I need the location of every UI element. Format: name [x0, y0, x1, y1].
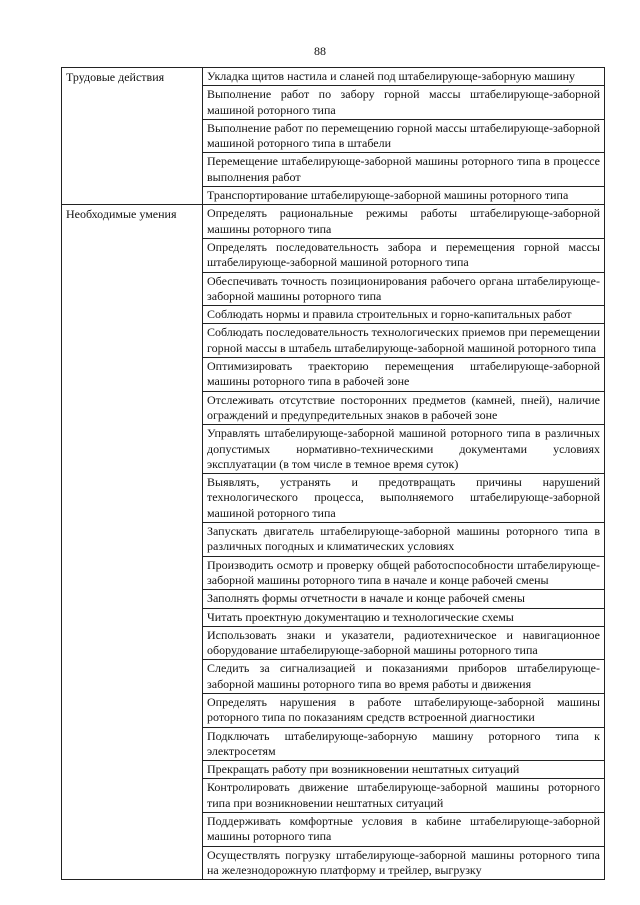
list-item: Читать проектную документацию и технологические схемы: [203, 608, 604, 626]
list-item: Производить осмотр и проверку общей работоспособности штабелирующе-заборной машины роторного типа в начале и конце рабочей смены: [203, 556, 604, 590]
page-number: 88: [314, 44, 326, 58]
section-heading-required-skills: Необходимые умения: [62, 205, 203, 880]
list-item: Подключать штабелирующе-заборную машину роторного типа к электросетям: [203, 727, 604, 761]
list-item: Определять рациональные режимы работы штабелирующе-заборной машины роторного типа: [207, 206, 600, 236]
list-item: Укладка щитов настила и сланей под штабелирующе-заборную машину: [207, 69, 576, 83]
list-item: Поддерживать комфортные условия в кабине штабелирующе-заборной машины роторного типа: [203, 812, 604, 846]
list-item: Оптимизировать траекторию перемещения штабелирующе-заборной машины роторного типа в рабочей зоне: [203, 357, 604, 391]
list-item: Выявлять, устранять и предотвращать причины нарушений технологического процесса, выполняемого штабелирующе-заборной машиной роторного типа: [203, 473, 604, 522]
list-item: Определять нарушения в работе штабелирующе-заборной машины роторного типа по показаниям средств встроенной диагностики: [203, 693, 604, 727]
list-item: Заполнять формы отчетности в начале и конце рабочей смены: [203, 589, 604, 607]
labor-function-table: [61, 67, 605, 880]
list-item: Обеспечивать точность позиционирования рабочего органа штабелирующе-заборной машины роторного типа: [203, 272, 604, 306]
list-item: Контролировать движение штабелирующе-заборной машины роторного типа при возникновении нештатных ситуаций: [203, 778, 604, 812]
list-item: Следить за сигнализацией и показаниями приборов штабелирующе-заборной машины роторного типа во время работы и движения: [203, 659, 604, 693]
list-item: Выполнение работ по перемещению горной массы штабелирующе-заборной машиной роторного типа в штабели: [203, 119, 604, 153]
list-item: Прекращать работу при возникновении нештатных ситуаций: [203, 760, 604, 778]
list-item: Определять последовательность забора и перемещения горной массы штабелирующе-заборной машиной роторного типа: [203, 238, 604, 272]
required-skills-list: [203, 205, 605, 880]
list-item: Осуществлять погрузку штабелирующе-заборной машины роторного типа на железнодорожную платформу и трейлер, выгрузку: [203, 846, 604, 880]
list-item: Транспортирование штабелирующе-заборной машины роторного типа: [203, 186, 604, 204]
list-item: Использовать знаки и указатели, радиотехническое и навигационное оборудование штабелирующе-заборной машины роторного типа: [203, 626, 604, 660]
table-row-required-skills: [62, 205, 605, 880]
list-item: Выполнение работ по забору горной массы штабелирующе-заборной машиной роторного типа: [203, 85, 604, 119]
list-item: Управлять штабелирующе-заборной машиной роторного типа в различных допустимых нормативно-техническими документами условиях эксплуатации (в том числе в темное время суток): [203, 424, 604, 473]
table-row-labor-actions: [62, 68, 605, 205]
list-item: Запускать двигатель штабелирующе-заборной машины роторного типа в различных погодных и климатических условиях: [203, 522, 604, 556]
list-item: Перемещение штабелирующе-заборной машины роторного типа в процессе выполнения работ: [203, 152, 604, 186]
labor-actions-list: [203, 68, 605, 205]
list-item: Соблюдать последовательность технологических приемов при перемещении горной массы в штабель штабелирующе-заборной машиной роторного типа: [203, 323, 604, 357]
list-item: Отслеживать отсутствие посторонних предметов (камней, пней), наличие ограждений и предупредительных знаков в рабочей зоне: [203, 391, 604, 425]
list-item: Соблюдать нормы и правила строительных и горно-капитальных работ: [203, 305, 604, 323]
section-heading-labor-actions: Трудовые действия: [62, 68, 203, 205]
